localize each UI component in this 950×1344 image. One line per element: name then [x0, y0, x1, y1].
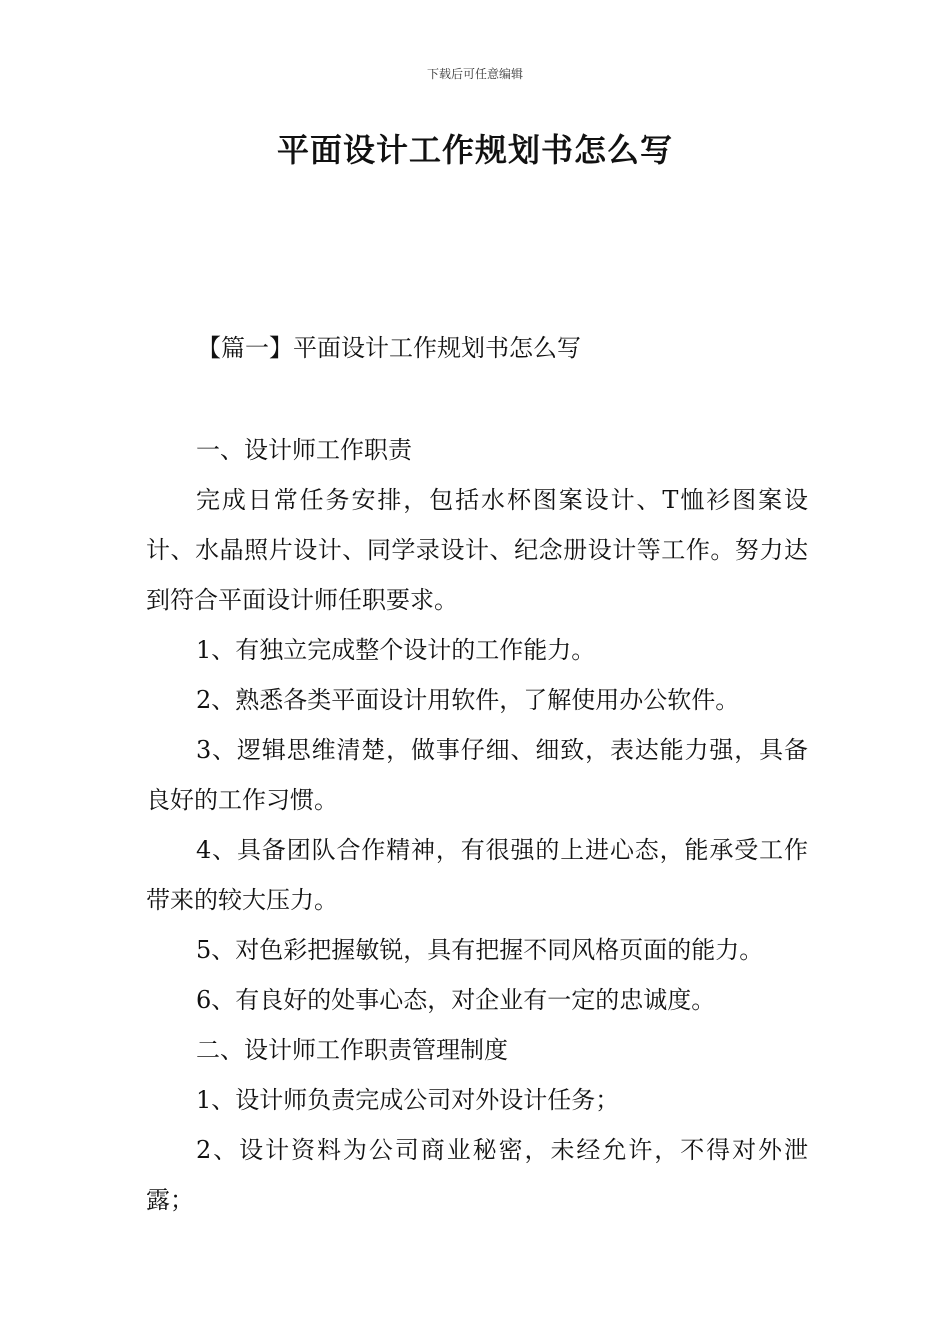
- paragraph-item-5: 5、对色彩把握敏锐，具有把握不同风格页面的能力。: [196, 936, 764, 964]
- document-title: 平面设计工作规划书怎么写: [276, 131, 673, 169]
- paragraph-item-1: 1、有独立完成整个设计的工作能力。: [196, 636, 596, 664]
- paragraph-item-3: 3、逻辑思维清楚，做事仔细、细致，表达能力强，具备良好的工作习惯。: [146, 736, 808, 814]
- paragraph-rule-1: 1、设计师负责完成公司对外设计任务；: [196, 1086, 620, 1114]
- document-body: [146, 425, 808, 1225]
- header-note: 下载后可任意编辑: [426, 67, 523, 81]
- paragraph-duties-intro: 完成日常任务安排，包括水杯图案设计、T恤衫图案设计、水晶照片设计、同学录设计、纪念册设计等工作。努力达到符合平面设计师任职要求。: [146, 486, 808, 614]
- paragraph-item-2: 2、熟悉各类平面设计用软件，了解使用办公软件。: [196, 686, 740, 714]
- paragraph-management-heading: 二、设计师工作职责管理制度: [196, 1036, 508, 1064]
- paragraph-duties-heading: 一、设计师工作职责: [196, 436, 412, 464]
- section-heading: 【篇一】平面设计工作规划书怎么写: [197, 334, 581, 362]
- paragraph-item-6: 6、有良好的处事心态，对企业有一定的忠诚度。: [196, 986, 716, 1014]
- paragraph-rule-2: 2、设计资料为公司商业秘密，未经允许，不得对外泄露；: [146, 1136, 808, 1214]
- paragraph-item-4: 4、具备团队合作精神，有很强的上进心态，能承受工作带来的较大压力。: [146, 836, 808, 914]
